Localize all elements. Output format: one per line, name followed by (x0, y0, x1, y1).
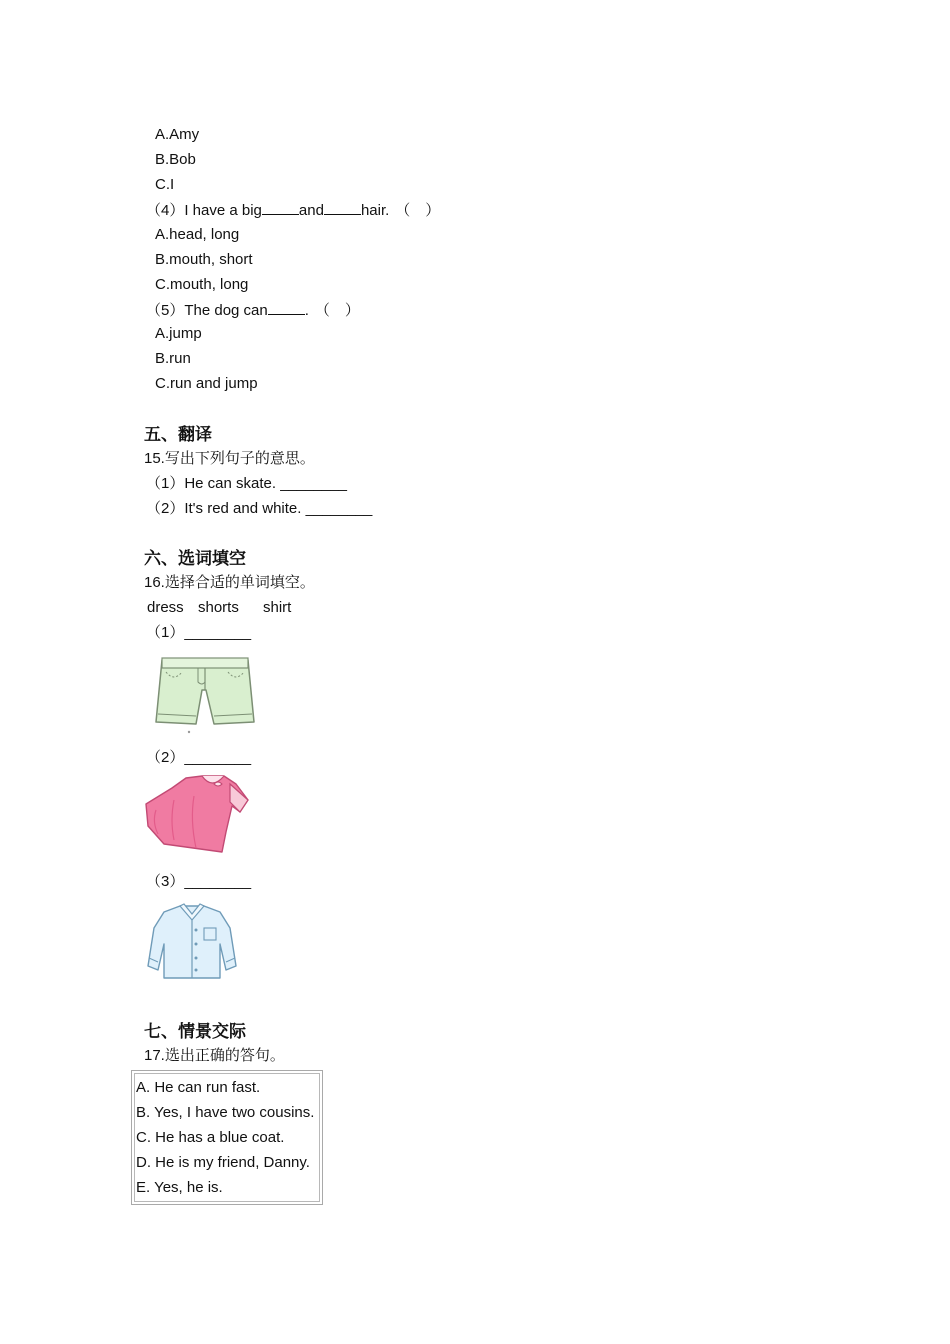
word-shorts: shorts (198, 599, 239, 616)
q17-prompt: 17.选出正确的答句。 (144, 1047, 285, 1064)
q3-option-c: C.I (155, 176, 175, 193)
shirt-image (146, 900, 238, 984)
q16-item-3: （3）________ (146, 873, 252, 890)
word-dress: dress (147, 599, 184, 616)
q4-number: （4） (146, 202, 185, 219)
shorts-image (152, 652, 258, 736)
q5-answer-paren: （ ） (314, 302, 360, 319)
section5-heading: 五、翻译 (144, 425, 212, 445)
answer-option-a: A. He can run fast. (136, 1079, 261, 1096)
q3-option-b: B.Bob (155, 151, 196, 168)
answer-option-b: B. Yes, I have two cousins. (136, 1104, 315, 1121)
answer-option-c: C. He has a blue coat. (136, 1129, 285, 1146)
q5-option-a: A.jump (155, 325, 202, 342)
answer-option-d: D. He is my friend, Danny. (136, 1154, 310, 1171)
q5-text-2: . (304, 302, 309, 319)
q16-item-1: （1）________ (146, 624, 252, 641)
q3-option-a: A.Amy (155, 126, 200, 143)
word-shirt: shirt (263, 599, 292, 616)
q16-prompt: 16.选择合适的单词填空。 (144, 574, 315, 591)
answer-option-e: E. Yes, he is. (136, 1179, 223, 1196)
q5-stem (146, 300, 360, 321)
q15-prompt: 15.写出下列句子的意思。 (144, 450, 315, 467)
q15-item-2: （2）It's red and white. ________ (146, 500, 373, 517)
q16-item-2: （2）________ (146, 749, 252, 766)
q4-option-a: A.head, long (155, 226, 240, 243)
section6-heading: 六、选词填空 (144, 549, 246, 569)
q5-number: （5） (146, 302, 185, 319)
q4-text-3: hair. (360, 202, 390, 219)
q4-blank-2 (324, 200, 361, 215)
q4-stem (146, 200, 440, 221)
q5-text-1: The dog can (184, 302, 268, 319)
q5-option-c: C.run and jump (155, 375, 258, 392)
q4-answer-paren: （ ） (395, 202, 441, 219)
q4-text-1: I have a big (184, 202, 262, 219)
q4-text-2: and (298, 202, 324, 219)
q4-option-b: B.mouth, short (155, 251, 253, 268)
word-bank (147, 598, 291, 618)
section7-heading: 七、情景交际 (144, 1022, 246, 1042)
q5-option-b: B.run (155, 350, 191, 367)
q15-item-1: （1）He can skate. ________ (146, 475, 347, 492)
answer-options-box (131, 1070, 323, 1205)
dress-image (144, 770, 254, 858)
q5-blank (268, 300, 305, 315)
q4-blank-1 (262, 200, 299, 215)
q4-option-c: C.mouth, long (155, 276, 249, 293)
